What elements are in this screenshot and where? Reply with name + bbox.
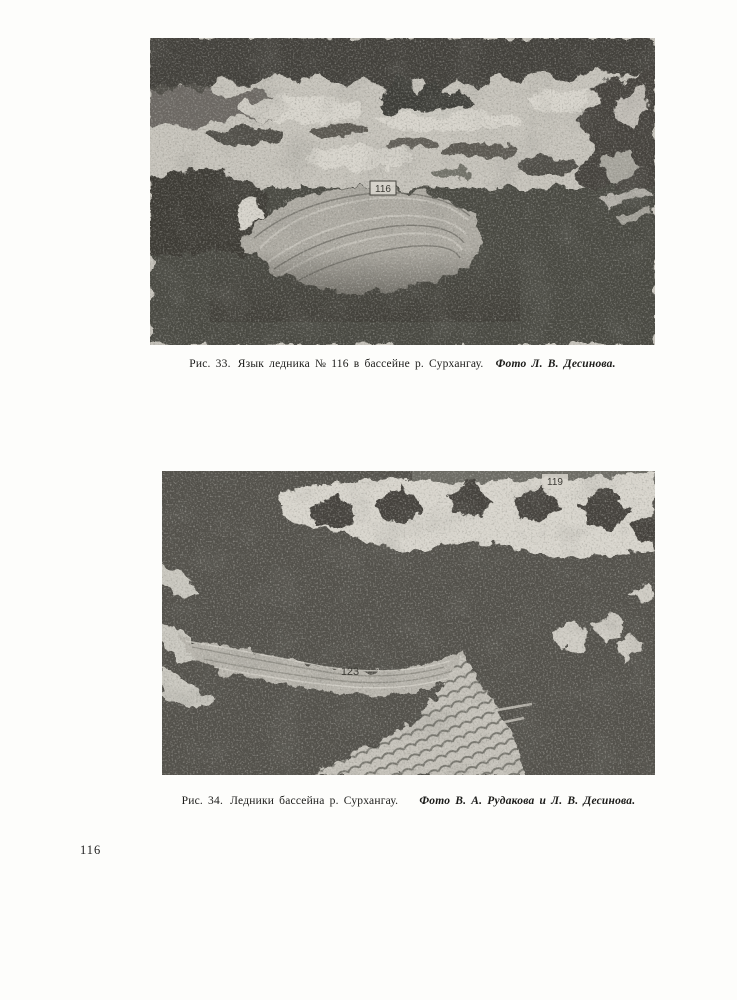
page-number: 116: [80, 843, 102, 857]
figure-33-photo: [150, 38, 655, 345]
figure-34-caption-credit: Фото В. А. Рудакова и Л. В. Десинова.: [419, 795, 636, 807]
figure-33-caption: [120, 357, 685, 371]
figure-34-caption-number: Рис. 34.: [181, 795, 224, 807]
glacier-basin-photo-art: [162, 471, 655, 775]
photo-label-119: [542, 474, 568, 488]
photo-label-119-text: 119: [547, 477, 563, 488]
figure-33-caption-number: Рис. 33.: [189, 358, 231, 370]
photo-label-123-text: 123: [340, 666, 360, 678]
figure-34-caption-text: Ледники бассейна р. Сурхангау.: [230, 795, 399, 807]
figure-33-caption-text: Язык ледника № 116 в бассейне р. Сурхангау.: [237, 358, 484, 370]
figure-34-caption: [130, 794, 687, 808]
photo-label-123: [341, 666, 359, 678]
figure-34-photo: [162, 471, 655, 775]
glacier-tongue-photo-art: [150, 38, 655, 345]
figure-33-caption-credit: Фото Л. В. Десинова.: [495, 358, 616, 370]
photo-label-116: [370, 181, 396, 195]
photo-label-116-text: 116: [375, 184, 391, 195]
